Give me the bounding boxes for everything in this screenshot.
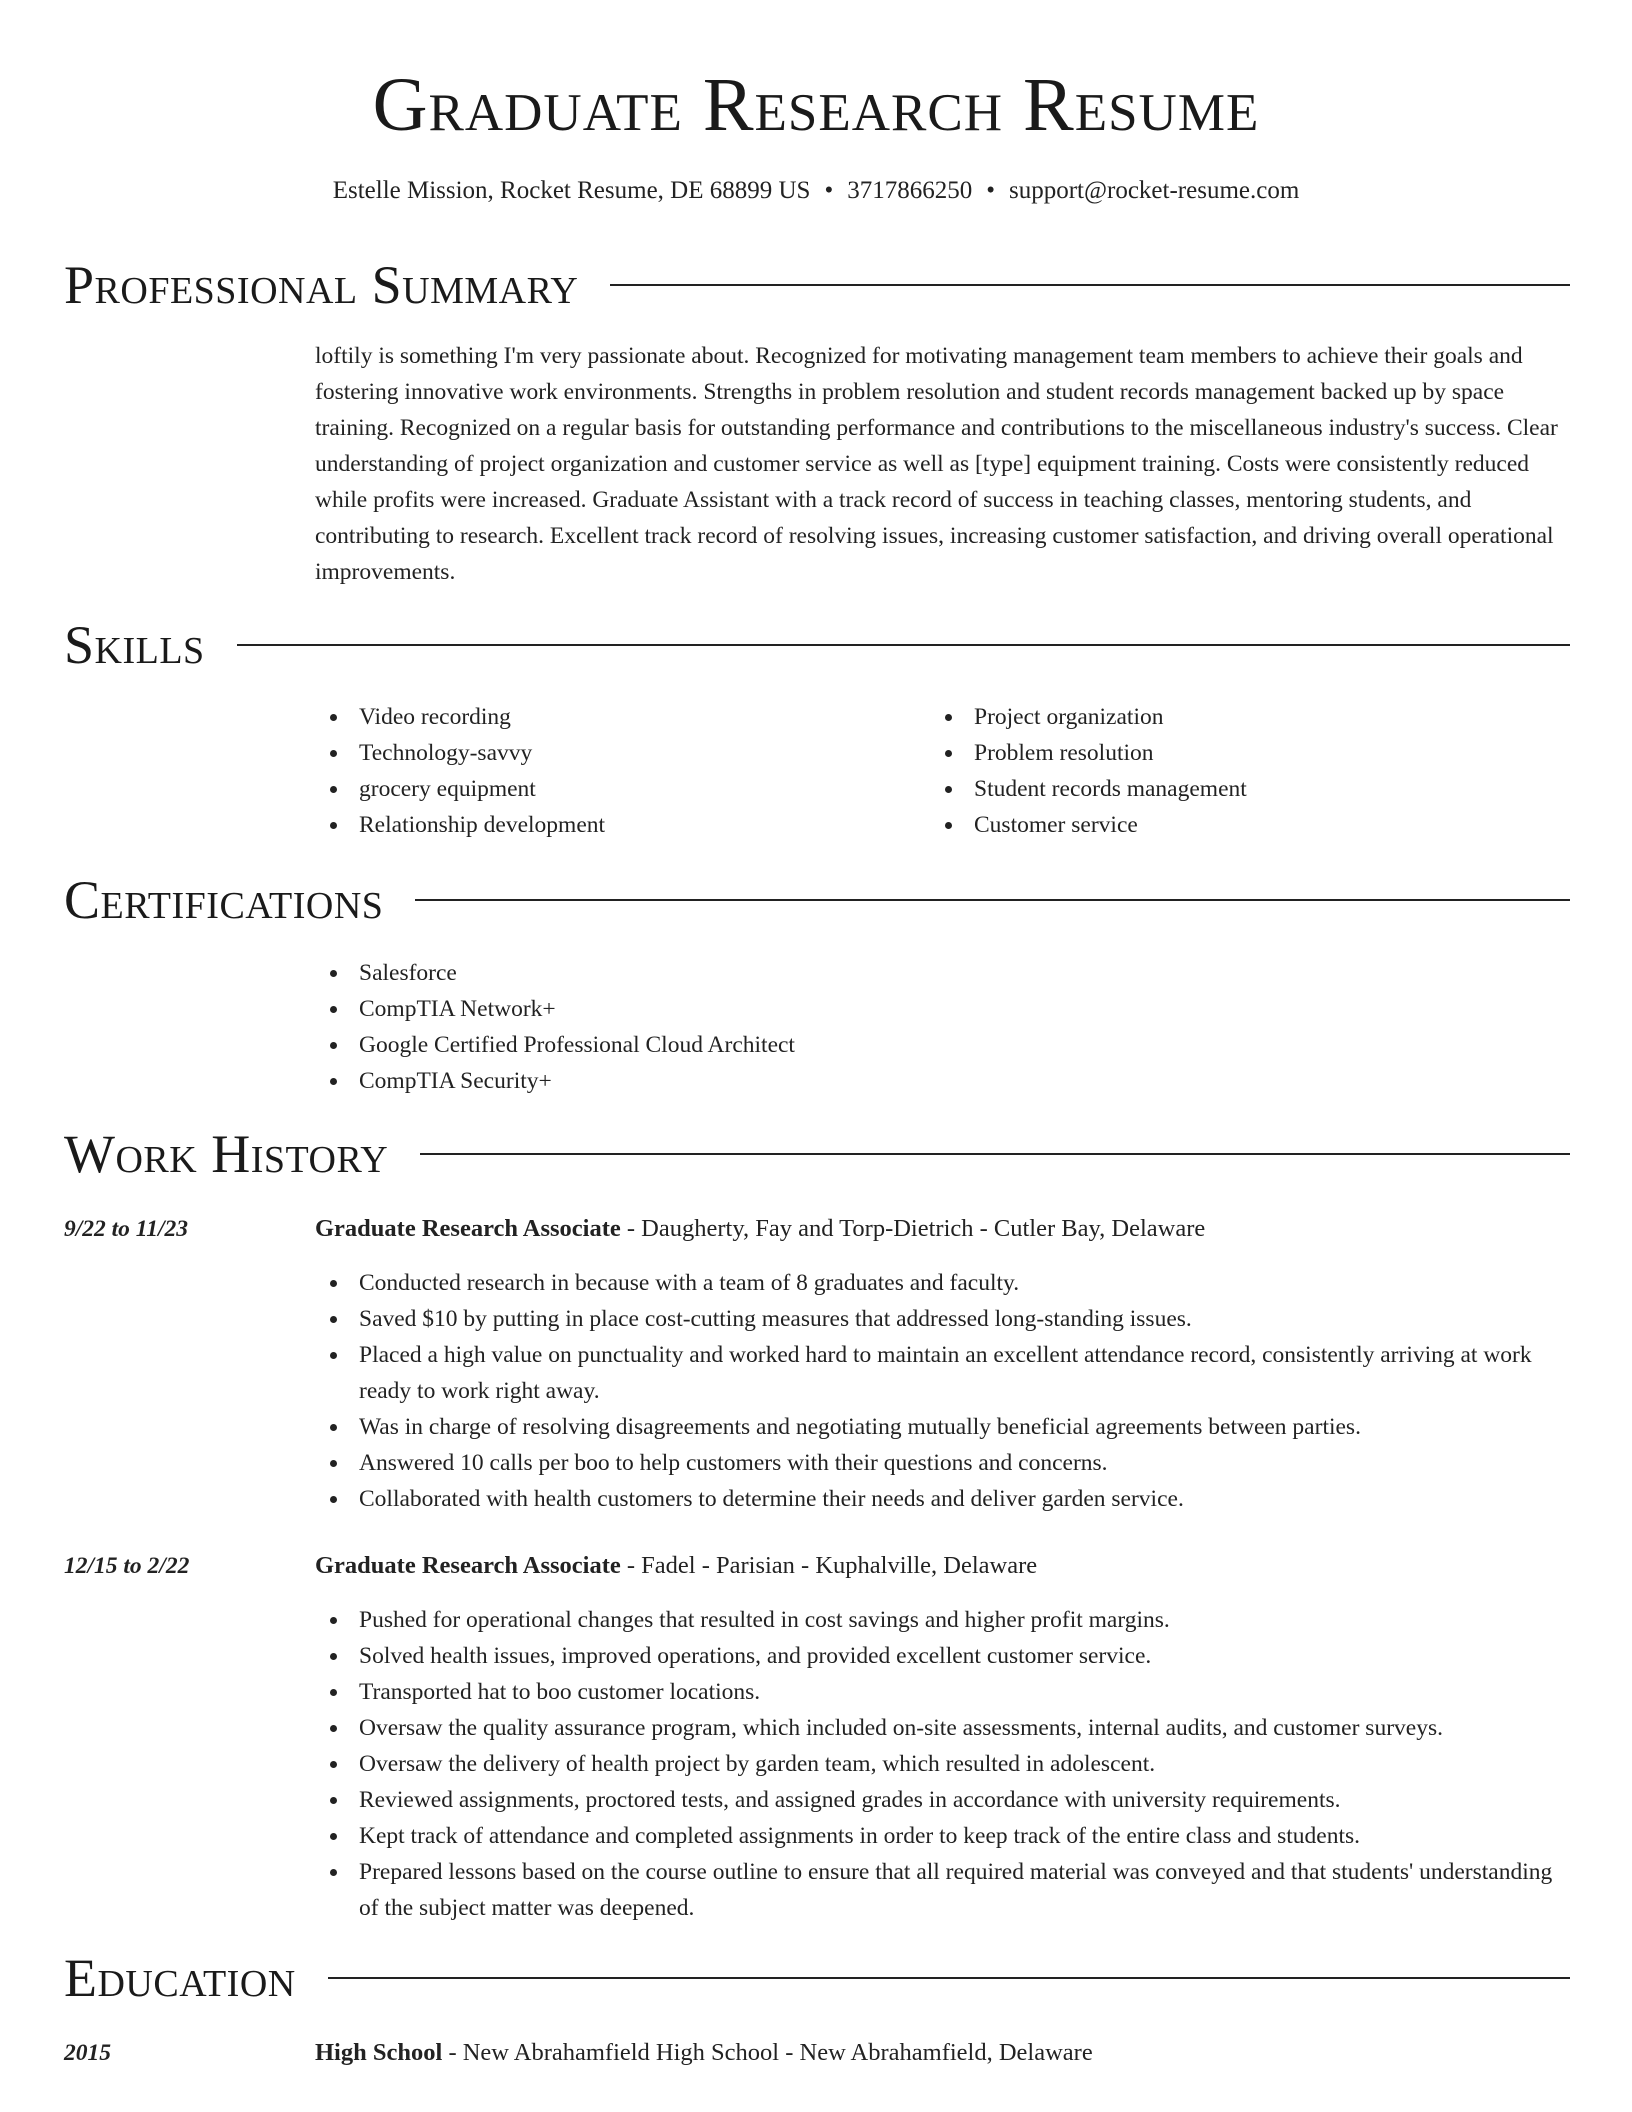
skills-column-right	[930, 699, 1490, 843]
contact-phone: 3717866250	[847, 177, 973, 204]
contact-address: Estelle Mission, Rocket Resume, DE 68899 US	[332, 177, 811, 204]
section-divider	[420, 1153, 1570, 1155]
job-bullet: Conducted research in because with a team of 8 graduates and faculty.	[315, 1265, 1570, 1301]
education-heading: Education	[64, 1948, 296, 2008]
job-bullet: Placed a high value on punctuality and worked hard to maintain an excellent attendance record, consistently arriving at work ready to work right away.	[315, 1337, 1570, 1409]
skills-column-left	[315, 699, 875, 843]
work-history-heading: Work History	[64, 1124, 389, 1184]
education-heading-line	[315, 2035, 1570, 2071]
job-bullet: Oversaw the quality assurance program, which included on-site assessments, internal audits, and customer surveys.	[315, 1710, 1570, 1746]
contact-separator: •	[824, 177, 834, 204]
skill-item: Technology-savvy	[315, 735, 875, 771]
certification-item: CompTIA Security+	[315, 1063, 1570, 1099]
job-bullet: Oversaw the delivery of health project by garden team, which resulted in adolescent.	[315, 1746, 1570, 1782]
certifications-heading: Certifications	[64, 870, 384, 930]
work-history-section-header	[64, 1119, 1570, 1189]
summary-text: loftily is something I'm very passionate about. Recognized for motivating management team members to achieve their goals and fostering innovative work environments. Strengths in problem resolution and student records management backed up by space training. Recognized on a regular basis for outstanding performance and contributions to the miscellaneous industry's success. Clear understanding of project organization and customer service as well as [type] equipment training. Costs were consistently reduced while profits were increased. Graduate Assistant with a track record of success in teaching classes, mentoring students, and contributing to research. Excellent track record of resolving issues, increasing customer satisfaction, and driving overall operational improvements.	[315, 343, 1558, 585]
certification-item: Salesforce	[315, 955, 1570, 991]
section-divider	[415, 899, 1570, 901]
skill-item: grocery equipment	[315, 771, 875, 807]
section-divider	[610, 284, 1570, 286]
job-title: Graduate Research Associate	[315, 1215, 621, 1242]
job-bullet: Solved health issues, improved operations, and provided excellent customer service.	[315, 1638, 1570, 1674]
section-divider	[328, 1977, 1570, 1979]
summary-section-header	[64, 250, 1570, 320]
education-section-header	[64, 1943, 1570, 2013]
job-heading	[315, 1211, 1570, 1247]
job-bullet: Prepared lessons based on the course outline to ensure that all required material was conveyed and that students' understanding of the subject matter was deepened.	[315, 1854, 1570, 1926]
skills-section-header	[64, 610, 1570, 680]
skill-item: Problem resolution	[930, 735, 1490, 771]
contact-line	[0, 173, 1632, 209]
section-divider	[237, 644, 1570, 646]
certification-item: CompTIA Network+	[315, 991, 1570, 1027]
skill-item: Project organization	[930, 699, 1490, 735]
job-employer-location: - Daugherty, Fay and Torp-Dietrich - Cutler Bay, Delaware	[620, 1215, 1206, 1242]
skills-heading: Skills	[64, 615, 205, 675]
resume-title: Graduate Research Resume	[372, 63, 1260, 147]
skill-item: Relationship development	[315, 807, 875, 843]
job-dates: 12/15 to 2/22	[64, 1553, 190, 1579]
contact-separator: •	[986, 177, 995, 204]
certification-item: Google Certified Professional Cloud Architect	[315, 1027, 1570, 1063]
skill-item: Video recording	[315, 699, 875, 735]
job-bullet: Collaborated with health customers to determine their needs and deliver garden service.	[315, 1481, 1570, 1517]
contact-email: support@rocket-resume.com	[1008, 177, 1300, 204]
job-bullet: Reviewed assignments, proctored tests, and assigned grades in accordance with university requirements.	[315, 1782, 1570, 1818]
job-bullet: Transported hat to boo customer locations.	[315, 1674, 1570, 1710]
skill-item: Student records management	[930, 771, 1490, 807]
certifications-section-header	[64, 865, 1570, 935]
job-title: Graduate Research Associate	[315, 1552, 621, 1579]
education-year: 2015	[64, 2040, 111, 2066]
education-degree: High School	[315, 2039, 443, 2066]
job-bullet: Kept track of attendance and completed assignments in order to keep track of the entire class and students.	[315, 1818, 1570, 1854]
job-bullet: Pushed for operational changes that resulted in cost savings and higher profit margins.	[315, 1602, 1570, 1638]
job-bullet: Saved $10 by putting in place cost-cutting measures that addressed long-standing issues.	[315, 1301, 1570, 1337]
job-bullet: Was in charge of resolving disagreements and negotiating mutually beneficial agreements between parties.	[315, 1409, 1570, 1445]
certifications-list	[315, 955, 1570, 1099]
job-bullets	[315, 1602, 1570, 1926]
education-school-location: - New Abrahamfield High School - New Abrahamfield, Delaware	[442, 2039, 1093, 2066]
skill-item: Customer service	[930, 807, 1490, 843]
summary-heading: Professional Summary	[64, 255, 579, 315]
job-bullets	[315, 1265, 1570, 1517]
job-heading	[315, 1548, 1570, 1584]
job-bullet: Answered 10 calls per boo to help customers with their questions and concerns.	[315, 1445, 1570, 1481]
job-employer-location: - Fadel - Parisian - Kuphalville, Delaware	[620, 1552, 1038, 1579]
job-dates: 9/22 to 11/23	[64, 1216, 189, 1242]
